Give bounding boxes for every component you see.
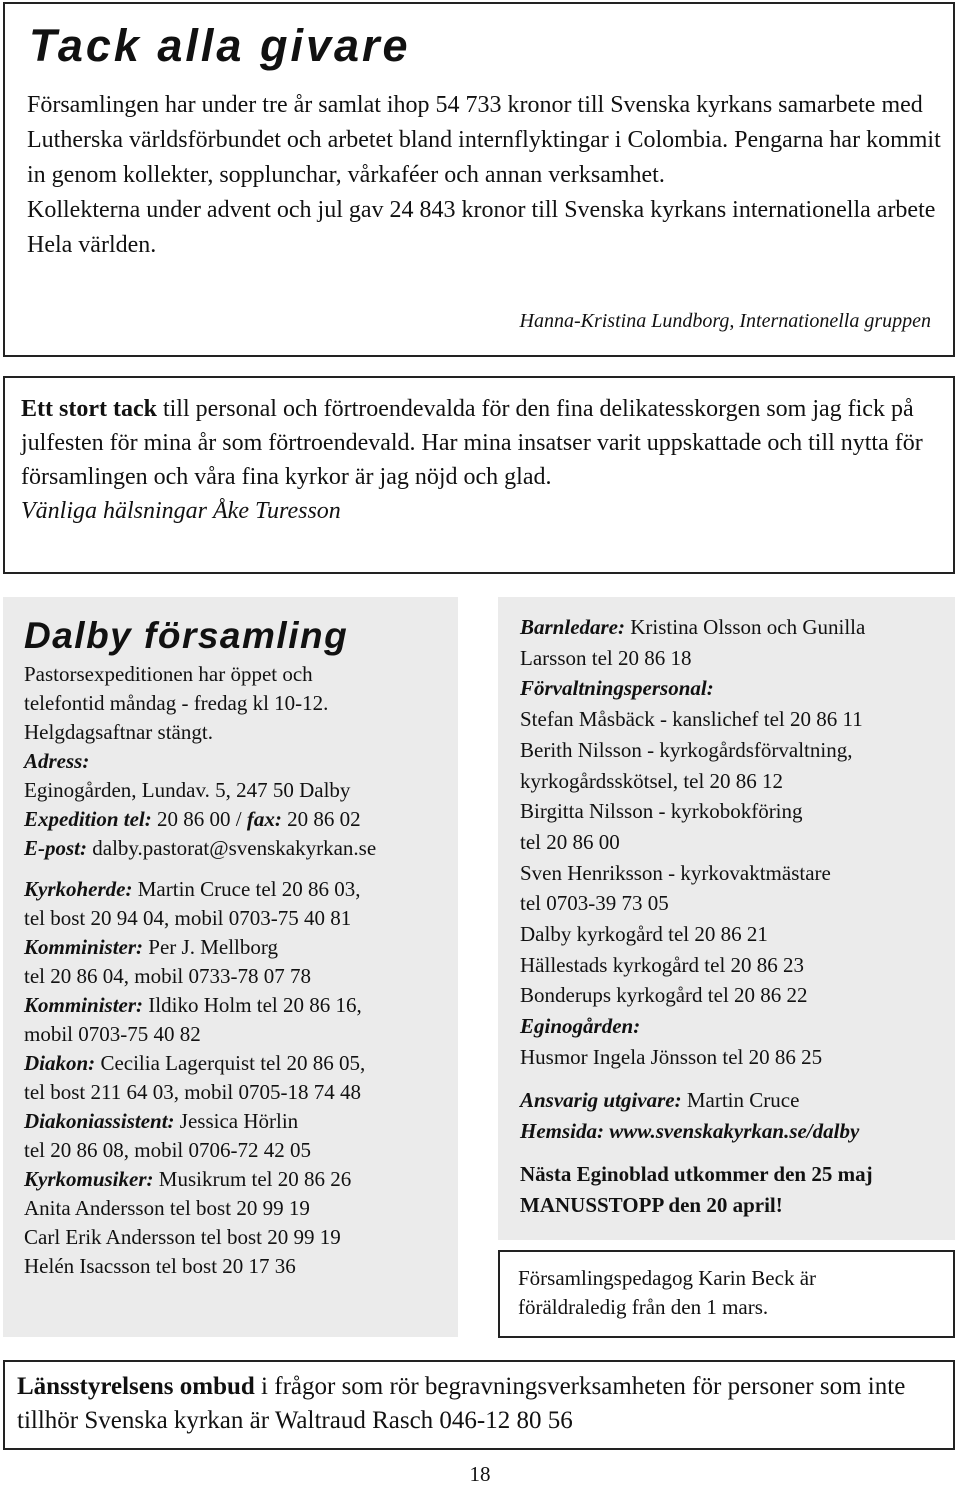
- deadline-line: MANUSSTOPP den 20 april!: [520, 1192, 783, 1217]
- hours-line: Pastorsexpeditionen har öppet och: [24, 662, 313, 686]
- lansstyrelsen-paragraph: [17, 1370, 947, 1438]
- tack-text: till personal och förtroendevalda för den fina delikatesskorgen som jag fick på julfesten för mina år som förtroendevald. Har mina insatser varit uppskattade och till nytta för församlingen och våra fina kyrkor är jag nöjd och glad.: [21, 396, 923, 490]
- forvaltning-line: kyrkogårdsskötsel, tel 20 86 12: [520, 768, 784, 793]
- publisher-label: Ansvarig utgivare:: [520, 1088, 682, 1112]
- hours-line: telefontid måndag - fredag kl 10-12.: [24, 691, 329, 715]
- staff-role: Diakon:: [24, 1051, 96, 1075]
- staff-line: tel 20 86 08, mobil 0706-72 42 05: [24, 1138, 311, 1162]
- notice-line: föräldraledig från den 1 mars.: [518, 1295, 769, 1319]
- barnledare-line-2: Larsson tel 20 86 18: [520, 645, 692, 670]
- barnledare-label: Barnledare:: [520, 615, 625, 639]
- staff-line: [24, 933, 449, 962]
- publisher-info: [520, 1085, 950, 1146]
- forvaltning-line: tel 0703-39 73 05: [520, 891, 669, 916]
- staff-role: Diakoniassistent:: [24, 1109, 175, 1133]
- musician-line: Carl Erik Andersson tel bost 20 99 19: [24, 1225, 341, 1249]
- address-value: Eginogården, Lundav. 5, 247 50 Dalby: [24, 778, 351, 802]
- forvaltning-label: Förvaltningspersonal:: [520, 676, 714, 701]
- staff-line: tel 20 86 04, mobil 0733-78 07 78: [24, 964, 311, 988]
- pedagog-notice: [498, 1250, 955, 1338]
- publisher-line: [520, 1085, 950, 1116]
- staff-info: Jessica Hörlin: [174, 1109, 299, 1133]
- staff-line: [24, 875, 449, 904]
- staff-line: [24, 1049, 449, 1078]
- next-issue-notice: [520, 1159, 950, 1220]
- tack-lead: Ett stort tack: [21, 396, 157, 422]
- staff-role: Kyrkomusiker:: [24, 1167, 154, 1191]
- publisher-value: Martin Cruce: [681, 1088, 800, 1112]
- forvaltning-line: Hällestads kyrkogård tel 20 86 23: [520, 952, 805, 977]
- lansstyrelsen-notice: [3, 1360, 955, 1450]
- hours-line: Helgdagsaftnar stängt.: [24, 720, 213, 744]
- fax-value: 20 86 02: [281, 807, 361, 831]
- forvaltning-line: Sven Henriksson - kyrkovaktmästare: [520, 860, 831, 885]
- thanks-paragraph-2: Kollekterna under advent och jul gav 24 843 kronor till Svenska kyrkans internationella arbete Hela världen.: [27, 197, 936, 258]
- barnledare-line: [520, 612, 950, 643]
- thanks-signature: Hanna-Kristina Lundborg, Internationella gruppen: [519, 310, 931, 332]
- staff-info: Martin Cruce tel 20 86 03,: [132, 877, 361, 901]
- forvaltning-line: Birgitta Nilsson - kyrkobokföring: [520, 799, 803, 824]
- staff-role: Kyrkoherde:: [24, 877, 133, 901]
- thanks-article: [3, 2, 955, 357]
- staff-line: [24, 1107, 449, 1136]
- thanks-body: [27, 88, 947, 263]
- forvaltning-line: Dalby kyrkogård tel 20 86 21: [520, 922, 768, 947]
- staff-info: Per J. Mellborg: [143, 935, 278, 959]
- forvaltning-line: tel 20 86 00: [520, 829, 620, 854]
- dalby-staff-list: [24, 875, 449, 1281]
- staff-role: Komminister:: [24, 935, 144, 959]
- staff-line: mobil 0703-75 40 82: [24, 1022, 201, 1046]
- forvaltning-line: Stefan Måsbäck - kanslichef tel 20 86 11: [520, 707, 863, 732]
- eginogarden-line: Husmor Ingela Jönsson tel 20 86 25: [520, 1044, 823, 1069]
- dalby-contact-panel: [3, 597, 458, 1337]
- expedition-line: [24, 805, 449, 834]
- thanks-paragraph-1: Församlingen har under tre år samlat ihop 54 733 kronor till Svenska kyrkans samarbete med Lutherska världsförbundet och arbetet bland internflyktingar i Colombia. Pengarna har kommit in genom kollekter, sopplunchar, vårkaféer och annan verksamhet.: [27, 92, 941, 188]
- homepage-link[interactable]: Hemsida: www.svenskakyrkan.se/dalby: [520, 1118, 860, 1143]
- musician-line: Anita Andersson tel bost 20 99 19: [24, 1196, 310, 1220]
- staff-info: Ildiko Holm tel 20 86 16,: [143, 993, 362, 1017]
- forvaltning-line: Bonderups kyrkogård tel 20 86 22: [520, 983, 808, 1008]
- address-label: Adress:: [24, 749, 90, 773]
- page-number: 18: [469, 1462, 491, 1486]
- staff-line: [24, 1165, 449, 1194]
- staff-line: tel bost 20 94 04, mobil 0703-75 40 81: [24, 906, 352, 930]
- eginogarden-label: Eginogården:: [520, 1014, 641, 1039]
- expedition-value: 20 86 00 /: [151, 807, 247, 831]
- staff-line: tel bost 211 64 03, mobil 0705-18 74 48: [24, 1080, 361, 1104]
- email-value[interactable]: dalby.pastorat@svenskakyrkan.se: [87, 836, 377, 860]
- notice-line: Församlingspedagog Karin Beck är: [518, 1266, 817, 1290]
- thanks-title: Tack alla givare: [29, 20, 411, 71]
- dalby-title: Dalby församling: [24, 615, 349, 656]
- staff-line: [24, 991, 449, 1020]
- email-line: [24, 834, 449, 863]
- staff-info: Musikrum tel 20 86 26: [153, 1167, 352, 1191]
- staff-contact-panel: [498, 597, 955, 1240]
- tack-greeting: Vänliga hälsningar Åke Turesson: [21, 498, 341, 524]
- expedition-label: Expedition tel:: [24, 807, 152, 831]
- tack-article: [3, 376, 955, 574]
- next-issue-line: Nästa Eginoblad utkommer den 25 maj: [520, 1162, 873, 1186]
- tack-paragraph: [21, 392, 941, 494]
- staff-role: Komminister:: [24, 993, 144, 1017]
- fax-label: fax:: [246, 807, 282, 831]
- email-label: E-post:: [24, 836, 87, 860]
- lansstyrelsen-text: i frågor som rör begravningsverksamheten för personer som inte tillhör Svenska kyrkan är Waltraud Rasch 046-12 80 56: [17, 1373, 906, 1434]
- staff-info: Cecilia Lagerquist tel 20 86 05,: [95, 1051, 366, 1075]
- dalby-office-info: [24, 660, 449, 863]
- lansstyrelsen-lead: Länsstyrelsens ombud: [17, 1373, 255, 1400]
- right-staff-list: [520, 612, 950, 1073]
- barnledare-value: Kristina Olsson och Gunilla: [625, 615, 866, 639]
- forvaltning-line: Berith Nilsson - kyrkogårdsförvaltning,: [520, 737, 853, 762]
- musician-line: Helén Isacsson tel bost 20 17 36: [24, 1254, 296, 1278]
